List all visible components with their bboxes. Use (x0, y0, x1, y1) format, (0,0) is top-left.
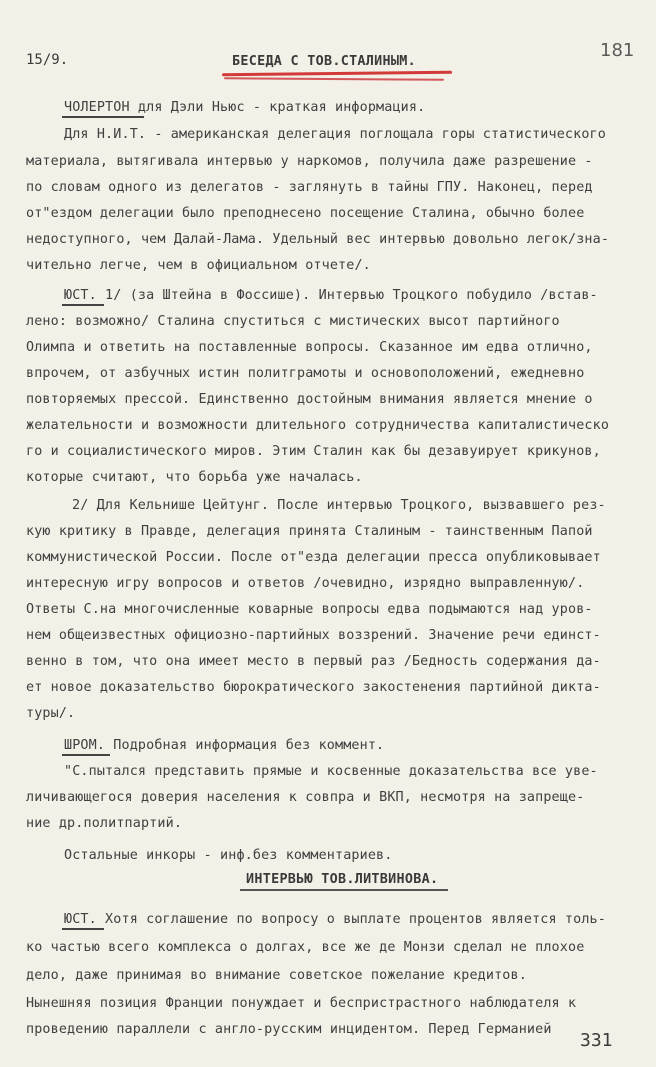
text-line: го и социалистического миров. Этим Сталин как бы дезавуирует крикунов, (26, 444, 601, 459)
text-line: которые считают, что борьба уже началась. (26, 470, 363, 485)
text-line: ЧОЛЕРТОН для Дэли Ньюс - краткая информация. (64, 100, 426, 115)
page-number: 181 (600, 40, 635, 61)
text-line: ЮСТ. 1/ (за Штейна в Фоссише). Интервью Троцкого побудило /встав- (64, 288, 598, 303)
text-line: Олимпа и ответить на поставленные вопросы. Сказанное им едва отлично, (26, 340, 593, 355)
text-line: Остальные инкоры - инф.без комментариев. (64, 848, 393, 863)
text-line: личивающегося доверия населения к совпра и ВКП, несмотря на запреще- (26, 790, 585, 805)
text-line: нем общеизвестных официозно-партийных воззрений. Значение речи единст- (26, 628, 601, 643)
text-line: ние др.политпартий. (26, 816, 183, 831)
text-line: Для Н.И.Т. - американская делегация поглощала горы статистического (64, 127, 606, 142)
name-underline (62, 754, 110, 756)
text-line: ет новое доказательство бюрократического закостенения партийной дикта- (26, 680, 601, 695)
text-line: впрочем, от азбучных истин политграмоты и основоположений, ежедневно (26, 366, 585, 381)
text-line: по словам одного из делегатов - заглянуть в тайны ГПУ. Наконец, перед (26, 180, 593, 195)
name-underline (62, 928, 104, 930)
subtitle-underline (240, 889, 448, 891)
text-line: ШРОМ. Подробная информация без коммент. (64, 738, 385, 753)
text-line: венно в том, что она имеет место в первый раз /Бедность содержания да- (26, 654, 601, 669)
text-line: ЮСТ. Хотя соглашение по вопросу о выплате процентов является толь- (64, 912, 606, 927)
text-line: интересную игру вопросов и ответов /очевидно, изрядно выправленную/. (26, 576, 585, 591)
archive-number: 331 (580, 1030, 613, 1051)
text-line: туры/. (26, 706, 76, 721)
text-line: коммунистической России. После от"езда делегации пресса опубликовывает (26, 550, 601, 565)
text-line: материала, вытягивала интервью у наркомов, получила даже разрешение - (26, 154, 593, 169)
text-line: проведению параллели с англо-русским инцидентом. Перед Германией (26, 1022, 552, 1037)
text-line: 2/ Для Кельнише Цейтунг. После интервью Троцкого, вызвавшего рез- (72, 498, 606, 513)
title-red-underline (222, 71, 452, 76)
document-title: БЕСЕДА С ТОВ.СТАЛИНЫМ. (232, 54, 416, 69)
text-line: чительно легче, чем в официальном отчете/. (26, 258, 371, 273)
text-line: недоступного, чем Далай-Лама. Удельный вес интервью довольно легок/зна- (26, 232, 610, 247)
text-line: "С.пытался представить прямые и косвенные доказательства все уве- (64, 764, 598, 779)
name-underline (62, 116, 144, 118)
name-underline (62, 304, 104, 306)
text-line: дело, даже принимая во внимание советское пожелание кредитов. (26, 968, 527, 983)
text-line: Ответы С.на многочисленные коварные вопросы едва подымаются над уров- (26, 602, 593, 617)
text-line: лено: возможно/ Сталина спуститься с мистических высот партийного (26, 314, 560, 329)
text-line: желательности и возможности длительного сотрудничества капиталистическо (26, 418, 610, 433)
text-line: Нынешняя позиция Франции понуждает и беспристрастного наблюдателя к (26, 996, 577, 1011)
text-line: повторяемых прессой. Единственно достойным внимания является мнение о (26, 392, 593, 407)
document-date: 15/9. (26, 52, 69, 68)
text-line: ко частью всего комплекса о долгах, все же де Монзи сделал не плохое (26, 940, 585, 955)
section-subtitle: ИНТЕРВЬЮ ТОВ.ЛИТВИНОВА. (246, 872, 439, 887)
title-red-underline-2 (224, 77, 444, 81)
text-line: от"ездом делегации было преподнесено посещение Сталина, обычно более (26, 206, 585, 221)
text-line: кую критику в Правде, делегация принята Сталиным - таинственным Папой (26, 524, 593, 539)
